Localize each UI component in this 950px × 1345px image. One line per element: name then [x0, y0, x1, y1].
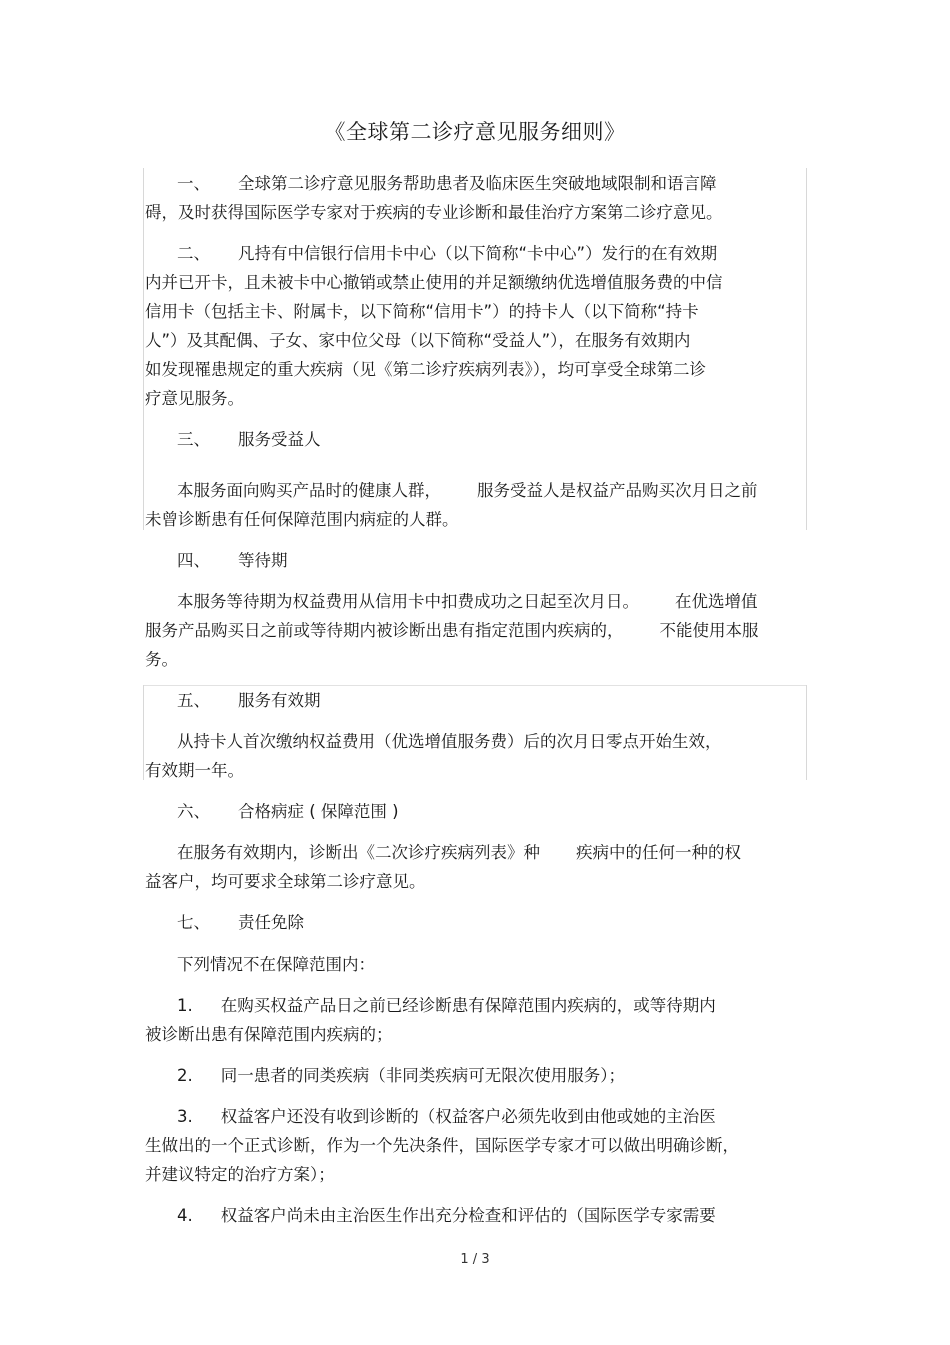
scan-rule-left-1 [143, 168, 144, 530]
section-3-title: 服务受益人 [238, 430, 321, 449]
section-3-text-a: 本服务面向购买产品时的健康人群， [177, 481, 441, 500]
scan-rule-left-2 [143, 685, 144, 780]
exclusion-2-line-1 [177, 1066, 625, 1086]
section-3-line-2: 未曾诊断患有任何保障范围内病症的人群。 [145, 510, 459, 529]
section-4-line-2 [145, 621, 759, 641]
section-1-line-2: 碍，及时获得国际医学专家对于疾病的专业诊断和最佳治疗方案第二诊疗意见。 [145, 203, 723, 222]
section-3-text-b: 服务受益人是权益产品购买次月日之前 [477, 481, 758, 500]
section-4-text-b: 在优选增值 [675, 592, 758, 611]
section-2-line-1 [177, 244, 717, 264]
section-4-text-c: 服务产品购买日之前或等待期内被诊断出患有指定范围内疾病的， [145, 621, 624, 640]
section-7-heading [177, 913, 304, 933]
exclusion-1-number: 1. [177, 996, 193, 1015]
scan-rule-right-1 [806, 168, 807, 530]
section-5-title: 服务有效期 [238, 691, 321, 710]
section-1-line-1 [177, 174, 717, 194]
section-2-line-4: 人”）及其配偶、子女、家中位父母（以下简称“受益人”），在服务有效期内 [145, 331, 691, 350]
exclusion-2-text: 同一患者的同类疾病（非同类疾病可无限次使用服务）； [220, 1066, 625, 1085]
exclusion-1-line-2: 被诊断出患有保障范围内疾病的； [145, 1025, 393, 1044]
section-2-number: 二、 [177, 244, 210, 263]
section-2-line-2: 内并已开卡，且未被卡中心撤销或禁止使用的并足额缴纳优选增值服务费的中信 [145, 273, 723, 292]
section-4-line-3: 务。 [145, 650, 178, 669]
section-4-number: 四、 [177, 551, 210, 570]
section-4-text-d: 不能使用本服 [659, 621, 759, 640]
section-2-line-5: 如发现罹患规定的重大疾病（见《第二诊疗疾病列表》），均可享受全球第二诊 [145, 360, 706, 379]
section-4-title: 等待期 [238, 551, 288, 570]
page-title: 《全球第二诊疗意见服务细则》 [324, 120, 626, 144]
exclusion-4-text: 权益客户尚未由主治医生作出充分检查和评估的（国际医学专家需要 [220, 1206, 716, 1225]
exclusion-2-number: 2. [177, 1066, 193, 1085]
section-3-heading [177, 430, 321, 450]
section-6-line-2: 益客户，均可要求全球第二诊疗意见。 [145, 872, 426, 891]
exclusion-4-number: 4. [177, 1206, 193, 1225]
section-6-line-1 [177, 843, 741, 863]
section-3-line-1 [177, 481, 758, 501]
section-4-heading [177, 551, 288, 571]
section-3-number: 三、 [177, 430, 210, 449]
exclusion-3-text: 权益客户还没有收到诊断的（权益客户必须先收到由他或她的主治医 [220, 1107, 716, 1126]
section-4-text-a: 本服务等待期为权益费用从信用卡中扣费成功之日起至次月日。 [177, 592, 639, 611]
section-6-text-b: 疾病中的任何一种的权 [576, 843, 741, 862]
section-1-number: 一、 [177, 174, 210, 193]
section-5-line-1: 从持卡人首次缴纳权益费用（优选增值服务费）后的次月日零点开始生效， [177, 732, 722, 751]
section-7-title: 责任免除 [238, 913, 304, 932]
exclusion-3-line-1 [177, 1107, 716, 1127]
exclusion-3-line-2: 生做出的一个正式诊断，作为一个先决条件，国际医学专家才可以做出明确诊断， [145, 1136, 739, 1155]
section-2-text: 凡持有中信银行信用卡中心（以下简称“卡中心”）发行的在有效期 [238, 244, 718, 263]
section-4-line-1 [177, 592, 758, 612]
section-2-line-6: 疗意见服务。 [145, 389, 244, 408]
scan-rule-right-2 [806, 685, 807, 780]
section-7-intro: 下列情况不在保障范围内： [177, 955, 375, 974]
exclusion-4-line-1 [177, 1206, 716, 1226]
section-5-number: 五、 [177, 691, 210, 710]
exclusion-1-text: 在购买权益产品日之前已经诊断患有保障范围内疾病的，或等待期内 [220, 996, 716, 1015]
section-6-title: 合格病症 ( 保障范围 ) [238, 802, 399, 821]
section-5-heading [177, 691, 321, 711]
section-5-line-2: 有效期一年。 [145, 761, 244, 780]
exclusion-3-number: 3. [177, 1107, 193, 1126]
page-number: 1 / 3 [460, 1252, 490, 1267]
section-6-heading [177, 802, 399, 822]
section-6-text-a: 在服务有效期内，诊断出《二次诊疗疾病列表》种 [177, 843, 540, 862]
section-1-text: 全球第二诊疗意见服务帮助患者及临床医生突破地域限制和语言障 [238, 174, 717, 193]
exclusion-1-line-1 [177, 996, 716, 1016]
section-6-number: 六、 [177, 802, 210, 821]
section-2-line-3: 信用卡（包括主卡、附属卡，以下简称“信用卡”）的持卡人（以下简称“持卡 [145, 302, 699, 321]
exclusion-3-line-3: 并建议特定的治疗方案）； [145, 1165, 335, 1184]
section-7-number: 七、 [177, 913, 210, 932]
scan-rule-top-2 [143, 685, 807, 686]
